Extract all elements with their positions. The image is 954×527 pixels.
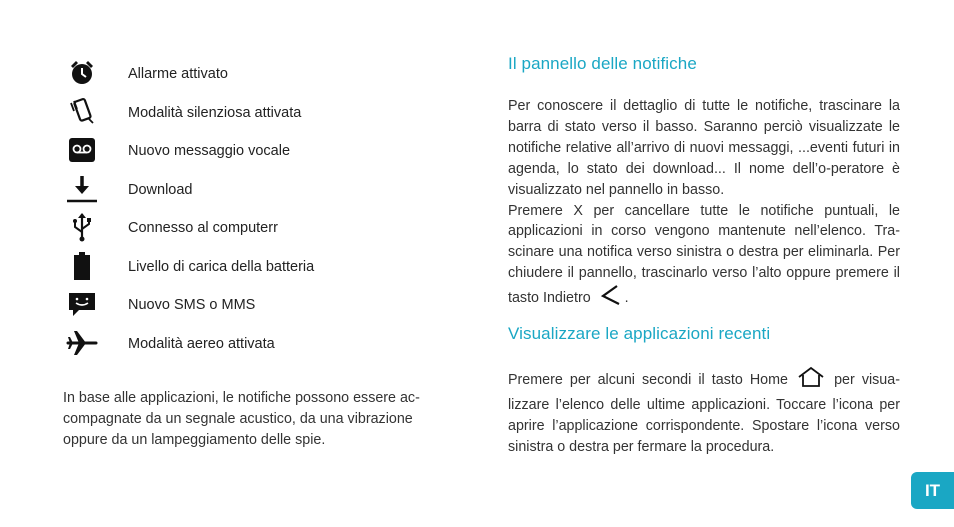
notification-panel-title: Il pannello delle notifiche bbox=[508, 54, 697, 73]
voicemail-icon bbox=[62, 133, 102, 167]
icon-row-download bbox=[62, 172, 462, 211]
icon-label: Modalità aereo attivata bbox=[128, 335, 275, 352]
download-icon bbox=[62, 172, 102, 206]
icon-row-vibrate bbox=[62, 95, 462, 134]
icon-label: Modalità silenziosa attivata bbox=[128, 104, 302, 121]
icon-row-voicemail bbox=[62, 133, 462, 172]
paragraph-2-end: . bbox=[624, 290, 629, 307]
icon-row-alarm bbox=[62, 56, 462, 95]
notification-panel-paragraph-2 bbox=[508, 201, 900, 314]
usb-icon bbox=[62, 210, 102, 244]
back-icon bbox=[597, 284, 623, 313]
recent-apps-text-after: per visua-lizzare l’elenco delle ultime applicazioni. Toccare l’icona per aprire l’applicazione corrispondente. Spostare l’icona verso sinistra o destra per fermare la procedura. bbox=[508, 372, 900, 455]
icon-row-sms bbox=[62, 287, 462, 326]
icon-row-airplane bbox=[62, 326, 462, 365]
notification-panel-text bbox=[508, 96, 900, 313]
icon-label: Allarme attivato bbox=[128, 66, 228, 82]
recent-apps-title: Visualizzare le applicazioni recenti bbox=[508, 324, 771, 343]
icon-label: Livello di carica della batteria bbox=[128, 258, 315, 275]
notification-icon-list bbox=[62, 56, 462, 364]
icon-label: Connesso al computerr bbox=[128, 220, 278, 236]
recent-apps-paragraph bbox=[508, 366, 900, 458]
notification-panel-paragraph-1: Per conoscere il dettaglio di tutte le notifiche, trascinare la barra di stato verso il basso. Saranno perciò visualizzate le notifiche relative all’arrivo di nuovi messaggi, ...eventi futuri in agenda, lo stato dei download... Il nome dell’o-peratore è visualizzato nel pannello in basso. bbox=[508, 98, 900, 198]
icon-label: Download bbox=[128, 181, 193, 198]
icon-row-usb bbox=[62, 210, 462, 249]
icon-row-battery bbox=[62, 249, 462, 288]
sms-icon bbox=[62, 287, 102, 321]
icon-label: Nuovo SMS o MMS bbox=[128, 297, 256, 313]
battery-icon bbox=[62, 249, 102, 283]
recent-apps-text-before: Premere per alcuni secondi il tasto Home bbox=[508, 372, 788, 389]
paragraph-2-text: Premere X per cancellare tutte le notifiche puntuali, le applicazioni in corso vengono mantenute nell’elenco. Tra-scinare una notifica verso sinistra o destra per eliminarla. Per chiudere il pannello, trascinarlo verso l’alto oppure premere il tasto Indietro bbox=[508, 202, 900, 307]
notification-intro-text: In base alle applicazioni, le notifiche possono essere ac-compagnate da un segnale acustico, da una vibrazione oppure da un lampeggiamento delle spie. bbox=[63, 390, 420, 448]
airplane-icon bbox=[62, 326, 102, 360]
home-icon bbox=[797, 366, 825, 395]
language-badge: IT bbox=[911, 472, 954, 509]
alarm-clock-icon bbox=[62, 56, 102, 90]
icon-label: Nuovo messaggio vocale bbox=[128, 143, 291, 159]
vibrate-phone-icon bbox=[62, 95, 102, 129]
